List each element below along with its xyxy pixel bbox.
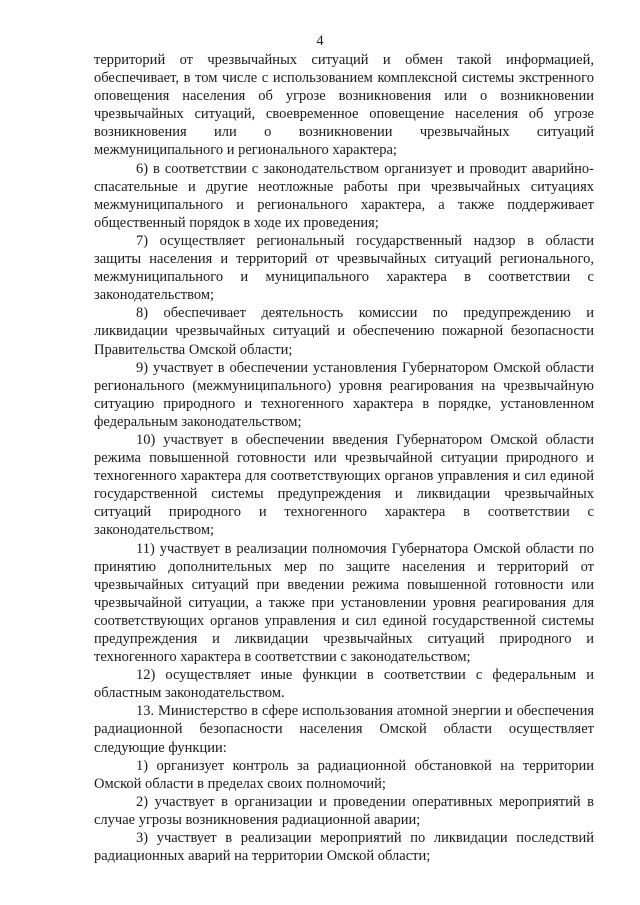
paragraph-item-6: 6) в соответствии с законодательством организует и проводит аварийно-спасательные и другие неотложные работы при чрезвычайных ситуациях межмуниципального и регионального характера, а также поддерживает общественный порядок в ходе их проведения;: [94, 160, 594, 231]
page-number: 4: [316, 33, 324, 49]
paragraph-item-8: 8) обеспечивает деятельность комиссии по предупреждению и ликвидации чрезвычайных ситуаций и обеспечению пожарной безопасности Правительства Омской области;: [94, 305, 594, 358]
paragraph-section-13-item-3: 3) участвует в реализации мероприятий по ликвидации последствий радиационных аварий на территории Омской области;: [94, 830, 594, 865]
paragraph-item-10: 10) участвует в обеспечении введения Губернатором Омской области режима повышенной готовности или чрезвычайной ситуации природного и техногенного характера для соответствующих органов управления и сил единой государственной системы предупреждения и ликвидации чрезвычайных ситуаций природного и техногенного характера в соответствии с законодательством;: [94, 431, 594, 539]
paragraph-item-9: 9) участвует в обеспечении установления Губернатором Омской области регионального (межмуниципального) уровня реагирования на чрезвычайную ситуацию природного и техногенного характера в порядке, установленном федеральным законодательством;: [94, 359, 594, 430]
paragraph-section-13-item-2: 2) участвует в организации и проведении оперативных мероприятий в случае угрозы возникновения радиационной аварии;: [94, 793, 594, 828]
paragraph-section-13: 13. Министерство в сфере использования атомной энергии и обеспечения радиационной безопасности населения Омской области осуществляет следующие функции:: [94, 703, 594, 756]
paragraph-continuation: территорий от чрезвычайных ситуаций и обмен такой информацией, обеспечивает, в том числе с использованием комплексной системы экстренного оповещения населения об угрозе возникновения или о возникновении чрезвычайных ситуаций, своевременное оповещение населения об угрозе возникновения или о возникновении чрезвычайных ситуаций межмуниципального и регионального характера;: [94, 52, 594, 159]
paragraph-item-12: 12) осуществляет иные функции в соответствии с федеральным и областным законодательством.: [94, 667, 594, 702]
document-body: [94, 51, 594, 865]
paragraph-section-13-item-1: 1) организует контроль за радиационной обстановкой на территории Омской области в пределах своих полномочий;: [94, 757, 594, 792]
paragraph-item-7: 7) осуществляет региональный государственный надзор в области защиты населения и территорий от чрезвычайных ситуаций регионального, межмуниципального и муниципального характера в соответствии с законодательством;: [94, 232, 594, 304]
paragraph-item-11: 11) участвует в реализации полномочия Губернатора Омской области по принятию дополнительных мер по защите населения и территорий от чрезвычайных ситуаций при введении режима повышенной готовности или чрезвычайной ситуации, а также при установлении уровня реагирования для соответствующих органов управления и сил единой государственной системы предупреждения и ликвидации чрезвычайных ситуаций природного и техногенного характера в соответствии с законодательством;: [94, 540, 594, 666]
